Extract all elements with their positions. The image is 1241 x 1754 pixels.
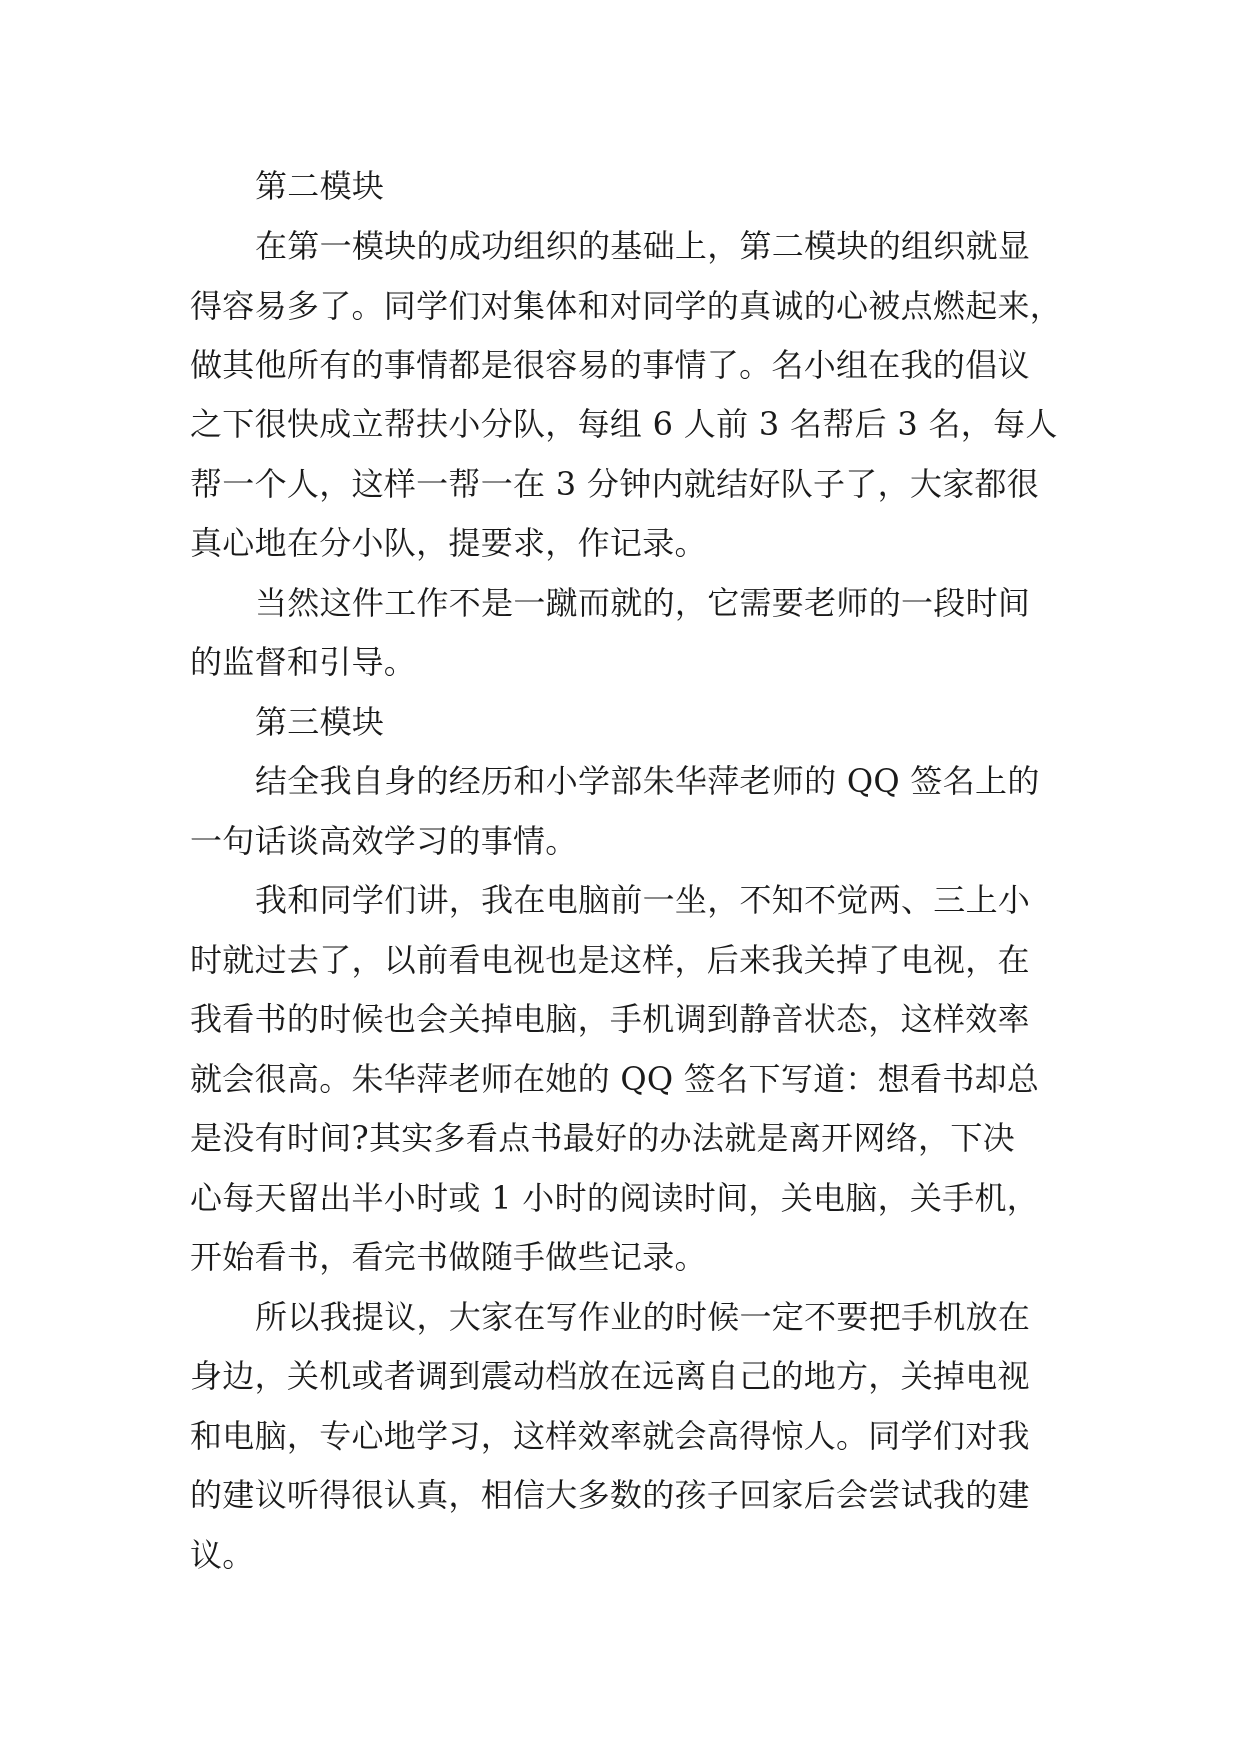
paragraph-line: 所以我提议，大家在写作业的时候一定不要把手机放在 bbox=[255, 1298, 1031, 1336]
paragraph-line: 时就过去了，以前看电视也是这样，后来我关掉了电视，在 bbox=[190, 941, 1030, 979]
paragraph-line: 我和同学们讲，我在电脑前一坐，不知不觉两、三上小 bbox=[255, 881, 1031, 919]
paragraph-line: 做其他所有的事情都是很容易的事情了。名小组在我的倡议 bbox=[190, 346, 1030, 384]
paragraph-line: 的建议听得很认真，相信大多数的孩子回家后会尝试我的建 bbox=[190, 1476, 1030, 1514]
paragraph-line: 帮一个人，这样一帮一在 3 分钟内就结好队子了，大家都很 bbox=[190, 465, 1040, 503]
paragraph-line: 和电脑，专心地学习，这样效率就会高得惊人。同学们对我 bbox=[190, 1417, 1030, 1455]
paragraph-line: 之下很快成立帮扶小分队，每组 6 人前 3 名帮后 3 名，每人 bbox=[190, 405, 1058, 443]
paragraph-line: 就会很高。朱华萍老师在她的 QQ 签名下写道：想看书却总 bbox=[190, 1060, 1040, 1098]
paragraph-line: 真心地在分小队，提要求，作记录。 bbox=[190, 524, 707, 562]
heading-module-three: 第三模块 bbox=[255, 703, 385, 741]
paragraph-line: 开始看书，看完书做随手做些记录。 bbox=[190, 1238, 707, 1276]
paragraph-line: 的监督和引导。 bbox=[190, 643, 417, 681]
paragraph-line: 我看书的时候也会关掉电脑，手机调到静音状态，这样效率 bbox=[190, 1000, 1030, 1038]
paragraph-line: 结全我自身的经历和小学部朱华萍老师的 QQ 签名上的 bbox=[255, 762, 1040, 800]
paragraph-line: 当然这件工作不是一蹴而就的，它需要老师的一段时间 bbox=[255, 584, 1031, 622]
paragraph-line: 是没有时间?其实多看点书最好的办法就是离开网络，下决 bbox=[190, 1119, 1015, 1157]
heading-module-two: 第二模块 bbox=[255, 167, 385, 205]
paragraph-line: 在第一模块的成功组织的基础上，第二模块的组织就显 bbox=[255, 227, 1031, 265]
paragraph-line: 心每天留出半小时或 1 小时的阅读时间，关电脑，关手机， bbox=[190, 1179, 1040, 1217]
paragraph-line: 得容易多了。同学们对集体和对同学的真诚的心被点燃起来， bbox=[190, 287, 1063, 325]
paragraph-line: 身边，关机或者调到震动档放在远离自己的地方，关掉电视 bbox=[190, 1357, 1030, 1395]
paragraph-line: 议。 bbox=[190, 1536, 255, 1574]
paragraph-line: 一句话谈高效学习的事情。 bbox=[190, 822, 578, 860]
